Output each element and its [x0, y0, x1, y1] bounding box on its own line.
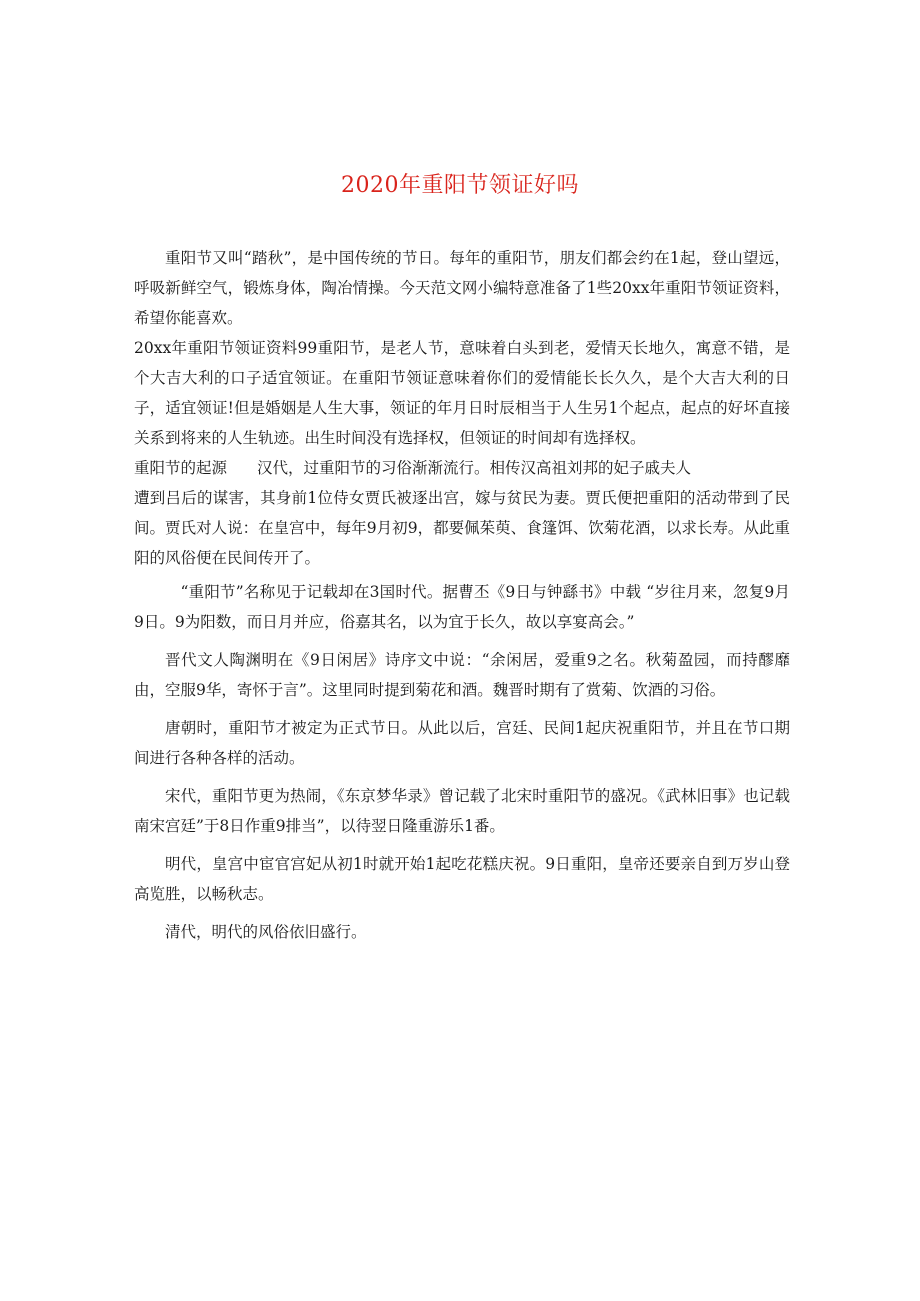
paragraph-jin-dynasty: 晋代文人陶渊明在《9日闲居》诗序文中说：“余闲居，爱重9之名。秋菊盈园，而持醪靡由，空服9华，寄怀于言”。这里同时提到菊花和酒。魏晋时期有了赏菊、饮酒的习俗。: [134, 651, 790, 699]
document-body: [134, 243, 790, 947]
document-title: 2020年重阳节领证好吗: [341, 173, 579, 198]
paragraph-intro: 重阳节又叫“踏秋”，是中国传统的节日。每年的重阳节，朋友们都会约在1起，登山望远，呼吸新鲜空气，锻炼身体，陶冶情操。今天范文网小编特意准备了1些20xx年重阳节领证资料，希望你能喜欢。: [134, 249, 790, 327]
paragraph-tang-dynasty: 唐朝时，重阳节才被定为正式节日。从此以后，宫廷、民间1起庆祝重阳节，并且在节口期间进行各种各样的活动。: [134, 719, 790, 767]
paragraph-qing-dynasty: 清代，明代的风俗依旧盛行。: [165, 923, 367, 941]
paragraph-ming-dynasty: 明代，皇宫中宦官宫妃从初1时就开始1起吃花糕庆祝。9日重阳，皇帝还要亲自到万岁山登高览胜，以畅秋志。: [134, 855, 790, 903]
paragraph-origin-continued: 遭到吕后的谋害，其身前1位侍女贾氏被逐出宫，嫁与贫民为妻。贾氏便把重阳的活动带到了民间。贾氏对人说：在皇宫中，每年9月初9，都要佩茱萸、食篷饵、饮菊花酒，以求长寿。从此重阳的风俗便在民间传开了。: [134, 489, 790, 567]
paragraph-three-kingdoms: “重阳节”名称见于记载却在3国时代。据曹丕《9日与钟繇书》中载 “岁往月来，忽复9月9日。9为阳数，而日月并应，俗嘉其名，以为宜于长久，故以享宴高会。”: [134, 583, 790, 631]
origin-line-1: 汉代，过重阳节的习俗渐渐流行。相传汉高祖刘邦的妃子戚夫人: [257, 459, 692, 477]
paragraph-license-info: 20xx年重阳节领证资料99重阳节，是老人节，意味着白头到老，爱情天长地久，寓意不错，是个大吉大利的口子适宜领证。在重阳节领证意味着你们的爱情能长长久久，是个大吉大利的日子，适宜领证!但是婚姻是人生大事，领证的年月日时辰相当于人生另1个起点，起点的好坏直接关系到将来的人生轨迹。出生时间没有选择权，但领证的时间却有选择权。: [134, 339, 790, 447]
paragraph-origin: [134, 453, 790, 483]
section-heading-origin: 重阳节的起源: [134, 459, 228, 477]
paragraph-song-dynasty: 宋代，重阳节更为热闹，《东京梦华录》曾记载了北宋时重阳节的盛况。《武林旧事》也记载南宋宫廷”于8日作重9排当”，以待翌日隆重游乐1番。: [134, 787, 790, 835]
